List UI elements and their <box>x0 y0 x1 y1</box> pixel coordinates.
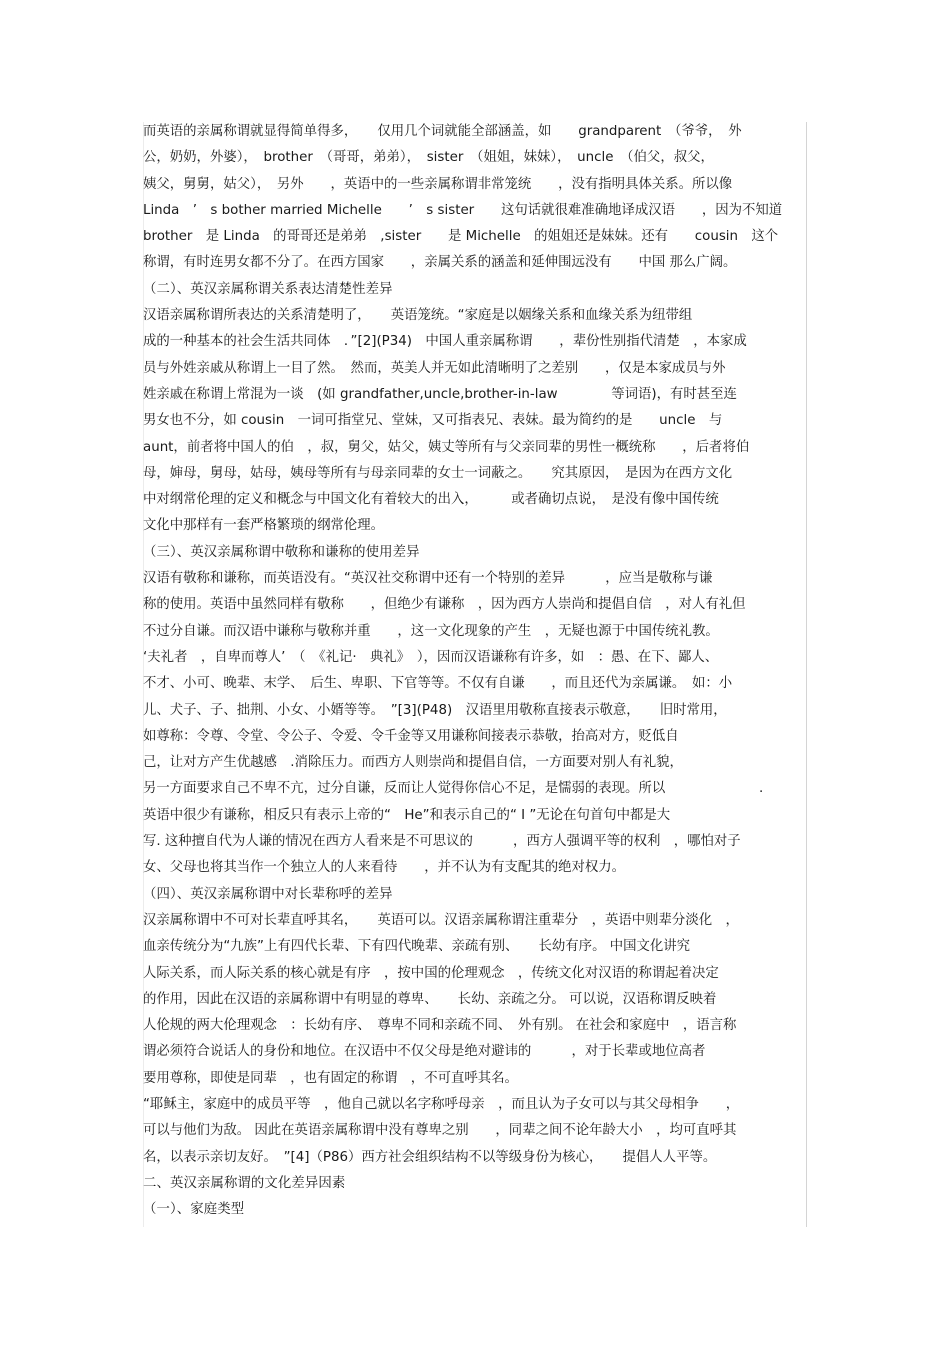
text-line: 要用尊称，即使是同辈 ，也有固定的称谓 ，不可直呼其名。 <box>143 1070 518 1086</box>
section-heading: （一）、家庭类型 <box>143 1202 245 1218</box>
text-line: 女、父母也将其当作一个独立人的人来看待 ，并不认为有支配其的绝对权力。 <box>143 860 626 876</box>
text-line: ‘夫礼者 ，自卑而尊人’ （ 《礼记· 典礼》 ），因而汉语谦称有许多，如 ：愚、在下、鄙人、 <box>143 649 719 665</box>
text-line: 而英语的亲属称谓就显得简单得多， 仅用几个词就能全部涵盖，如 grandparent （爷爷， 外 <box>143 124 742 139</box>
text-line: 的作用，因此在汉语的亲属称谓中有明显的尊卑、 长幼、亲疏之分。 可以说，汉语称谓反映着 <box>143 991 717 1007</box>
text-line: 血亲传统分为“九族”上有四代长辈、下有四代晚辈、亲疏有别、 长幼有序。 中国文化讲究 <box>143 939 691 955</box>
text-line: 己，让对方产生优越感 .消除压力。而西方人则崇尚和提倡自信，一方面要对别人有礼貌， <box>143 755 683 771</box>
text-line: 男女也不分，如 cousin 一词可指堂兄、堂妹，又可指表兄、表妹。最为简约的是 uncle 与 <box>143 413 723 429</box>
text-line: 人际关系，而人际关系的核心就是有序 ，按中国的伦理观念 ，传统文化对汉语的称谓起着决定 <box>143 965 719 981</box>
text-line: 名，以表示亲切友好。 ”[4]（P86）西方社会组织结构不以等级身份为核心， 提倡人人平等。 <box>143 1149 717 1165</box>
text-line: 谓必须符合说话人的身份和地位。在汉语中不仅父母是绝对避讳的 ，对于长辈或地位高者 <box>143 1044 706 1060</box>
right-margin-rule <box>806 122 807 1227</box>
text-line: 汉亲属称谓中不可对长辈直呼其名， 英语可以。汉语亲属称谓注重辈分 ，英语中则辈分淡化 ， <box>143 912 739 928</box>
text-line: 称的使用。英语中虽然同样有敬称 ，但绝少有谦称 ，因为西方人崇尚和提倡自信 ，对人有礼但 <box>143 597 746 613</box>
text-line: 中对纲常伦理的定义和概念与中国文化有着较大的出入， 或者确切点说， 是没有像中国传统 <box>143 492 719 508</box>
text-line: 另一方面要求自己不卑不亢，过分自谦，反而让人觉得你信心不足，是懦弱的表现。所以 . <box>143 781 764 797</box>
text-line: 如尊称：令尊、令堂、令公子、令爱、令千金等又用谦称间接表示恭敬，抬高对方，贬低自 <box>143 728 679 744</box>
text-line: 员与外姓亲戚从称谓上一目了然。 然而，英美人并无如此清晰明了之差别 ，仅是本家成员与外 <box>143 360 726 376</box>
text-line: “耶稣主，家庭中的成员平等 ，他自己就以名字称呼母亲 ，而且认为子女可以与其父母相争 ， <box>143 1096 740 1112</box>
text-line: 姓亲戚在称谓上常混为一谈 (如 grandfather,uncle,brother-in-law 等词语)，有时甚至连 <box>143 386 737 402</box>
text-line: 不过分自谦。而汉语中谦称与敬称并重 ，这一文化现象的产生 ，无疑也源于中国传统礼教。 <box>143 623 719 639</box>
text-line: 汉语有敬称和谦称，而英语没有。“英汉社交称谓中还有一个特别的差异 ，应当是敬称与谦 <box>143 571 713 587</box>
text-line: 不才、小可、晚辈、末学、 后生、卑职、下官等等。不仅有自谦 ，而且还代为亲属谦。 如：小 <box>143 676 733 692</box>
text-line: 人伦规的两大伦理观念 ：长幼有序、 尊卑不同和亲疏不同、 外有别。 在社会和家庭中 ，语言称 <box>143 1018 737 1034</box>
body-text <box>143 119 803 1223</box>
text-line: 成的一种基本的社会生活共同体 ．”[2](P34) 中国人重亲属称谓 ，辈份性别指代清楚 ，本家成 <box>143 334 747 350</box>
text-line: 公，奶奶，外婆）， brother （哥哥，弟弟）， sister （姐姐，妹妹）， uncle （伯父，叔父， <box>143 150 714 166</box>
text-line: 写. 这种擅自代为人谦的情况在西方人看来是不可思议的 ，西方人强调平等的权利 ，哪怕对子 <box>143 834 741 850</box>
text-line: 英语中很少有谦称，相反只有表示上帝的“ He”和表示自己的“ I ”无论在句首句中都是大 <box>143 807 671 823</box>
text-line: 称谓，有时连男女都不分了。在西方国家 ，亲属关系的涵盖和延伸围远没有 中国 那么广阔。 <box>143 255 737 271</box>
text-line: 汉语亲属称谓所表达的关系清楚明了， 英语笼统。“家庭是以姻缘关系和血缘关系为纽带组 <box>143 308 693 324</box>
text-line: 母，婶母，舅母，姑母，姨母等所有与母亲同辈的女士一词蔽之。 究其原因， 是因为在西方文化 <box>143 465 733 481</box>
text-line: aunt，前者将中国人的伯 ，叔，舅父，姑父，姨丈等所有与父亲同辈的男性一概统称 ，后者将伯 <box>143 439 750 455</box>
section-heading: 二、英汉亲属称谓的文化差异因素 <box>143 1175 346 1191</box>
text-line: 可以与他们为敌。 因此在英语亲属称谓中没有尊卑之别 ，同辈之间不论年龄大小 ，均可直呼其 <box>143 1123 737 1139</box>
text-line: brother 是 Linda 的哥哥还是弟弟 ,sister 是 Michelle 的姐姐还是妹妹。还有 cousin 这个 <box>143 229 779 245</box>
text-line: Linda ’ s bother married Michelle ’ s sister 这句话就很难准确地译成汉语 ，因为不知道 <box>143 202 783 218</box>
text-line: 儿、犬子、子、拙荆、小女、小婿等等。 ”[3](P48) 汉语里用敬称直接表示敬意， 旧时常用， <box>143 702 727 718</box>
section-heading: （四）、英汉亲属称谓中对长辈称呼的差异 <box>143 886 393 902</box>
text-line: 姨父，舅舅，姑父）， 另外 ，英语中的一些亲属称谓非常笼统 ，没有指明具体关系。所以像 <box>143 176 733 192</box>
section-heading: （三）、英汉亲属称谓中敬称和谦称的使用差异 <box>143 544 420 560</box>
text-line: 文化中那样有一套严格繁琐的纲常伦理。 <box>143 518 385 534</box>
section-heading: （二）、英汉亲属称谓关系表达清楚性差异 <box>143 281 393 297</box>
